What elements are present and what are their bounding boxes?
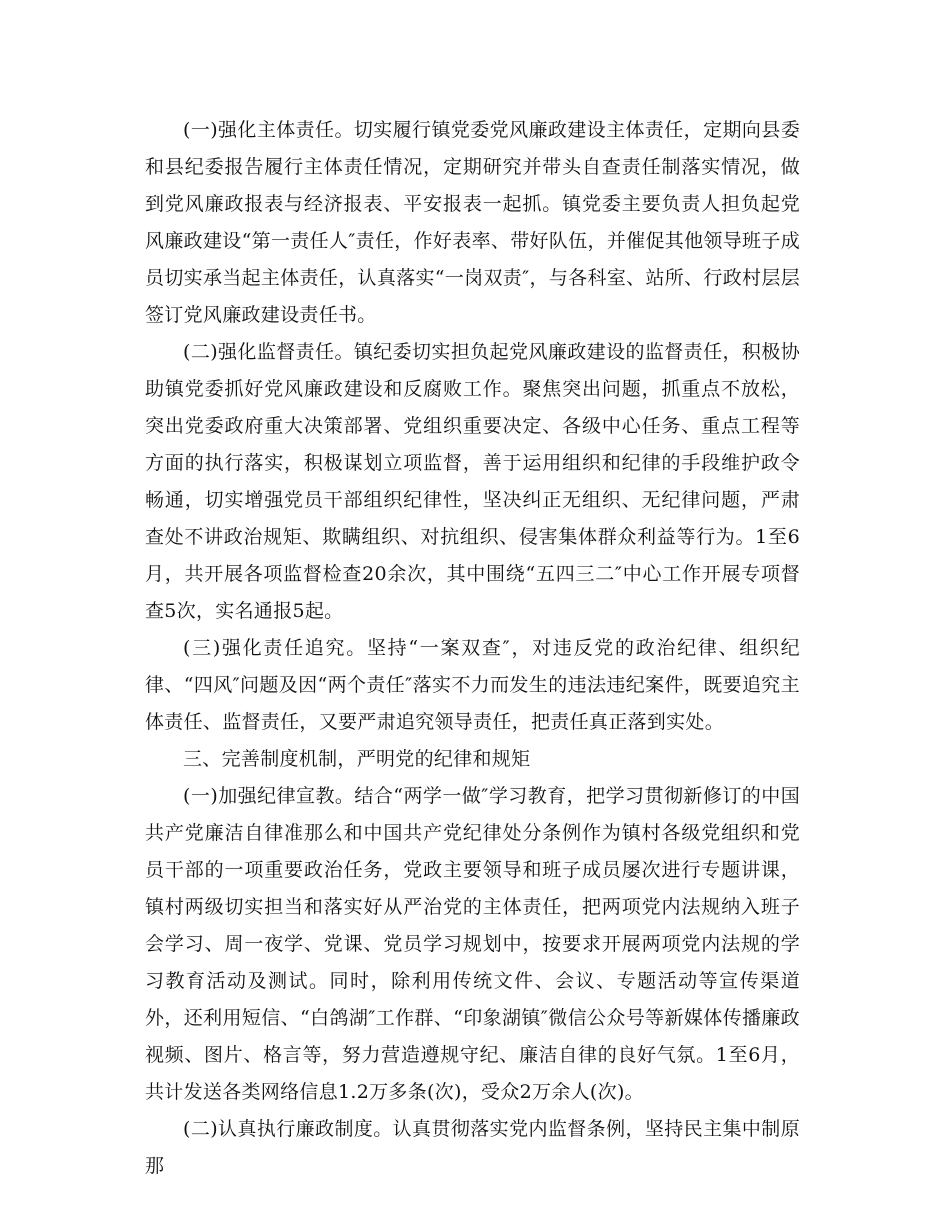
paragraph-discipline-education: (一)加强纪律宣教。结合“两学一做″学习教育，把学习贯彻新修订的中国共产党廉洁自律准那么和中国共产党纪律处分条例作为镇村各级党组织和党员干部的一项重要政治任务，党政主要领导和班子成员屡次进行专题讲课，镇村两级切实担当和落实好从严治党的主体责任，把两项党内法规纳入班子会学习、周一夜学、党课、党员学习规划中，按要求开展两项党内法规的学习教育活动及测试。同时，除利用传统文件、会议、专题活动等宣传渠道外，还利用短信、“白鸽湖″工作群、“印象湖镇″微信公众号等新媒体传播廉政视频、图片、格言等，努力营造遵规守纪、廉洁自律的良好气氛。1至6月，共计发送各类网络信息1.2万多条(次)，受众2万余人(次)。 [145,785,800,1103]
document-body [145,112,800,1185]
paragraph-integrity-system: (二)认真执行廉政制度。认真贯彻落实党内监督条例，坚持民主集中制原那 [145,1118,800,1177]
section-heading: 三、完善制度机制，严明党的纪律和规矩 [183,748,531,770]
paragraph-strengthen-accountability: (三)强化责任追究。坚持“一案双查″，对违反党的政治纪律、组织纪律、“四风″问题及因“两个责任″落实不力而发生的违法违纪案件，既要追究主体责任、监督责任，又要严肃追究领导责任，把责任真正落到实处。 [145,637,800,733]
paragraph-strengthen-supervision: (二)强化监督责任。镇纪委切实担负起党风廉政建设的监督责任，积极协助镇党委抓好党风廉政建设和反腐败工作。聚焦突出问题，抓重点不放松，突出党委政府重大决策部署、党组织重要决定、各级中心任务、重点工程等方面的执行落实，积极谋划立项监督，善于运用组织和纪律的手段维护政令畅通，切实增强党员干部组织纪律性，坚决纠正无组织、无纪律问题，严肃查处不讲政治规矩、欺瞒组织、对抗组织、侵害集体群众利益等行为。1至6月，共开展各项监督检查20余次，其中围绕“五四三二″中心工作开展专项督查5次，实名通报5起。 [145,341,800,622]
paragraph-strengthen-main-responsibility: (一)强化主体责任。切实履行镇党委党风廉政建设主体责任，定期向县委和县纪委报告履行主体责任情况，定期研究并带头自查责任制落实情况，做到党风廉政报表与经济报表、平安报表一起抓。镇党委主要负责人担负起党风廉政建设“第一责任人″责任，作好表率、带好队伍，并催促其他领导班子成员切实承当起主体责任，认真落实“一岗双责″，与各科室、站所、行政村层层签订党风廉政建设责任书。 [145,119,800,326]
